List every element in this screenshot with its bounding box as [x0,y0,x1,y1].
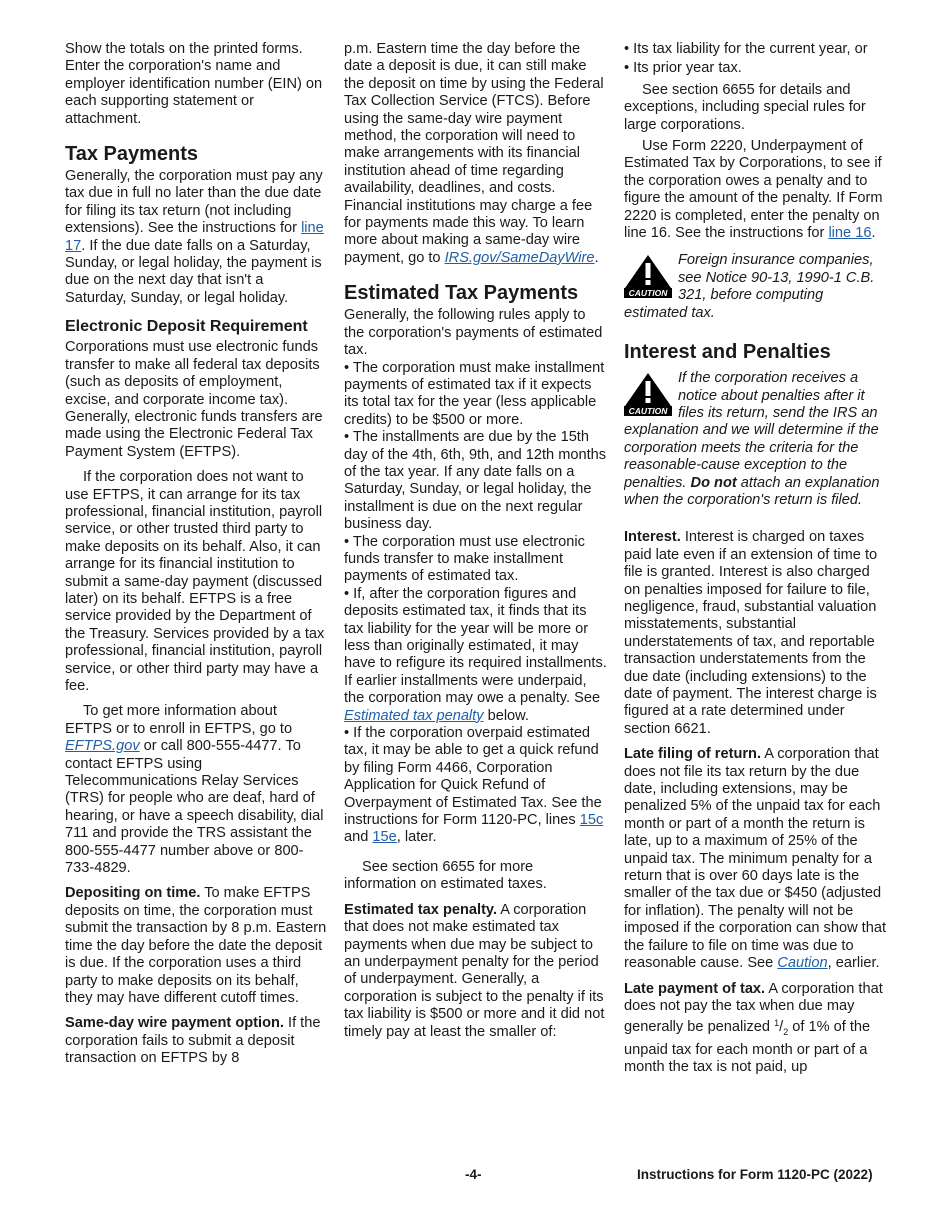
paragraph-eft-3: To get more information about EFTPS or to enroll in EFTPS, go to EFTPS.gov or call 800-555-4477. To contact EFTPS using Telecommunications Relay Services (TRS) for people who are deaf, hard of hearing, or have a speech disability, dial 711 and provide the TRS assistant the 800-555-4477 number above or 800-733-4829. [65,703,324,877]
link-caution[interactable]: Caution [777,955,828,972]
bullet-icon: • [344,585,350,602]
paragraph-see-6655: See section 6655 for more information on estimated taxes. [344,858,547,893]
bullet-icon: • [344,359,350,376]
list-item-bullet-5: • If the corporation overpaid estimated tax, it may be able to get a quick refund by filing Form 4466, Corporation Application for Quick Refund of Overpayment of Estimated Tax. See the instructions for Form 1120-PC, lines 15c and 15e, later. [344,725,604,846]
caution-note-foreign: CAUTION Foreign insurance companies, see Notice 90-13, 1990-1 C.B. 321, before computing estimated tax. [624,252,875,321]
caution-icon [624,372,672,416]
caution-label: CAUTION [628,288,668,299]
heading-interest-penalties: Interest and Penalties [624,341,831,364]
caution-label: CAUTION [628,406,668,417]
link-line-16[interactable]: line 16 [828,225,872,242]
page-number: -4- [465,1167,482,1182]
heading-estimated-tax-payments: Estimated Tax Payments [344,282,579,305]
link-eftps[interactable]: EFTPS.gov [65,738,140,755]
paragraph-estimated-tax-penalty: Estimated tax penalty. A corporation that does not make estimated tax payments when due may be subject to an underpayment penalty for the period of underpayment. Generally, a corporation is subject to the penalty if its tax liability is $500 or more and it did not timely pay at least the smaller of: [344,901,605,1040]
list-item-bullet-3: • The corporation must use electronic funds transfer to make installment payments of estimated tax. [344,533,585,585]
bullet-icon: • [344,533,350,550]
link-same-day-wire[interactable]: IRS.gov/SameDayWire [444,249,595,266]
paragraph-intro: Show the totals on the printed forms. Enter the corporation's name and employer identification number (EIN) on each supporting statement or attachment. [65,41,323,127]
caution-note-penalties: CAUTION If the corporation receives a notice about penalties after it files its return, send the IRS an explanation and we will determine if the corporation meets the criteria for the reasonable-cause exception to the penalties. Do not attach an explanation when the corporation's return is filed. [624,370,880,508]
link-line-15e[interactable]: 15e [372,829,397,846]
bullet-icon: • [344,725,350,742]
list-item-bullet-1: • The corporation must make installment payments of estimated tax if it expects its total tax for the year (less applicable credits) to be $500 or more. [344,359,605,428]
heading-electronic-deposit: Electronic Deposit Requirement [65,318,308,336]
list-item-bullet-2: • The installments are due by the 15th day of the 4th, 6th, 9th, and 12th months of the tax year. If any date falls on a Saturday, Sunday, or legal holiday, the installment is due on the next regular business day. [344,429,607,533]
link-estimated-tax-penalty[interactable]: Estimated tax penalty [344,707,484,724]
paragraph-eft-1: Corporations must use electronic funds transfer to make all federal tax deposits (such as deposits of employment, excise, and corporate income tax). Generally, electronic funds transfers are made using the Electronic Federal Tax Payment System (EFTPS). [65,339,323,460]
list-item-bullet-4: • If, after the corporation figures and deposits estimated tax, it finds that its tax liability for the year will be more or less than originally estimated, it may have to refigure its required installments. If earlier installments were underpaid, the corporation may owe a penalty. See Estimated tax penalty below. [344,585,607,724]
link-line-17[interactable]: line 17 [65,220,324,254]
paragraph-eft-2: If the corporation does not want to use EFTPS, it can arrange for its tax professional, financial institution, payroll service, or other trusted third party to make deposits on its behalf. Also, it can arrange for its financial institution to submit a same-day payment (discussed later) on its behalf. EFTPS is a free service provided by the Department of the Treasury. Services provided by a tax professional, financial institution, payroll service, or other third party may have a fee. [65,469,325,694]
paragraph-depositing-on-time: Depositing on time. To make EFTPS deposits on time, the corporation must submit the transaction by 8 p.m. Eastern time the day before the date the deposit is due. If the corporation uses a third party to make deposits on its behalf, they may have different cutoff times. [65,885,327,1006]
paragraph-same-day-cont: p.m. Eastern time the day before the date a deposit is due, it can still make the deposit on time by using the Federal Tax Collection Service (FTCS). Before using the same-day wire payment method, the corporation will need to make arrangements with its financial institution ahead of time regarding availability, deadlines, and costs. Financial institutions may charge a fee for payments made this way. To learn more about making a same-day wire payment, go to IRS.gov/SameDayWire. [344,41,604,266]
caution-icon [624,254,672,298]
link-line-15c[interactable]: 15c [579,812,604,829]
paragraph-same-day-wire: Same-day wire payment option. If the corporation fails to submit a deposit transaction on EFTPS by 8 [65,1015,321,1067]
footer-form-title: Instructions for Form 1120-PC (2022) [637,1167,873,1182]
paragraph-estimated-intro: Generally, the following rules apply to the corporation's payments of estimated tax. [344,307,603,359]
list-item-bullet-1: • Its tax liability for the current year, or [624,41,868,57]
column-1 [65,41,327,1068]
paragraph-late-payment: Late payment of tax. A corporation that does not pay the tax when due may generally be penalized $^1/_2$ of 1% of the unpaid tax for each month or part of a month the tax is not paid, up [624,980,883,1076]
bullet-icon: • [624,60,630,77]
paragraph-form-2220: Use Form 2220, Underpayment of Estimated Tax by Corporations, to see if the corporation owes a penalty and to figure the amount of the penalty. If Form 2220 is completed, enter the penalty on line 16. See the instructions for line 16. [624,138,883,242]
paragraph-interest: Interest. Interest is charged on taxes paid late even if an extension of time to file is granted. Interest is also charged on penalties imposed for failure to file, negligence, fraud, substantial valuation misstatements, substantial understatements of tax, and reportable transaction understatements from the due date (including extensions) to the date of payment. The interest charge is figured at a rate determined under section 6621. [624,529,878,737]
paragraph-see-6655-details: See section 6655 for details and exceptions, including special rules for large corporations. [624,81,866,133]
bullet-icon: • [344,429,350,446]
paragraph-late-filing: Late filing of return. A corporation that does not file its tax return by the due date, including extensions, may be penalized 5% of the unpaid tax for each month or part of a month the return is late, up to a maximum of 25% of the unpaid tax. The minimum penalty for a return that is over 60 days late is the smaller of the tax due or $450 (adjusted for inflation). The penalty will not be imposed if the corporation can show that the failure to file on time was due to reasonable cause. See Caution, earlier. [624,746,887,972]
column-2 [344,41,607,1041]
paragraph-tax-payments: Generally, the corporation must pay any tax due in full no later than the due date for filing its tax return (not including extensions). See the instructions for line 17. If the due date falls on a Saturday, Sunday, or legal holiday, the payment is due on the next day that isn't a Saturday, Sunday, or legal holiday. [65,168,324,306]
heading-tax-payments: Tax Payments [65,143,199,166]
column-3 [624,41,887,1076]
list-item-bullet-2: • Its prior year tax. [624,60,742,77]
bullet-icon: • [624,41,630,57]
